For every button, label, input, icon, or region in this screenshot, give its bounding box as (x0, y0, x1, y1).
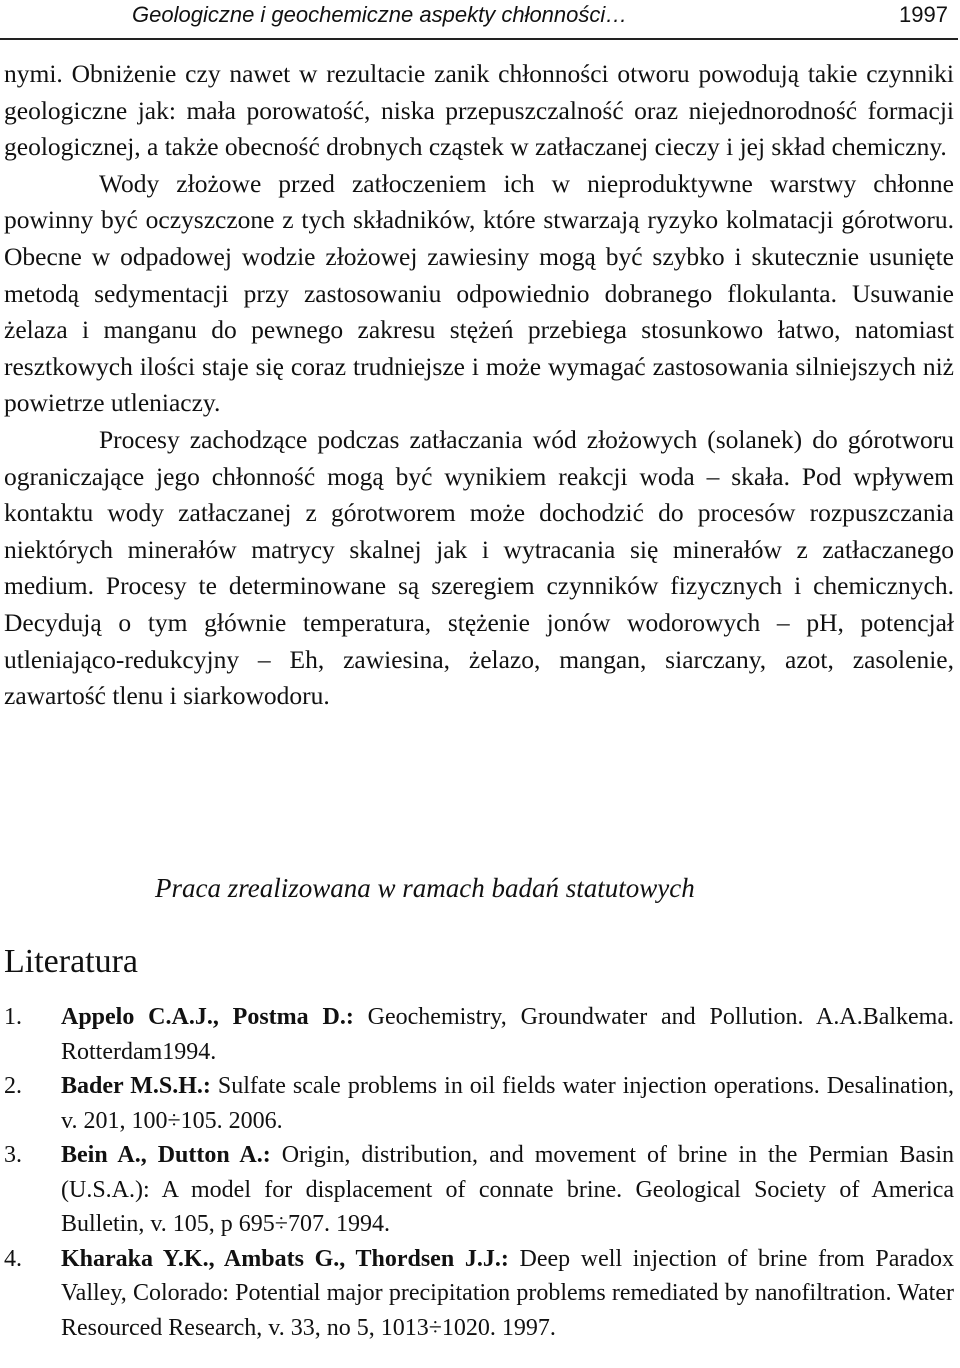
paragraph-3: Procesy zachodzące podczas zatłaczania wód złożowych (solanek) do górotworu ograniczające jego chłonność mogą być wynikiem reakcji woda – skała. Pod wpływem kontaktu wody zatłaczanej z górotworem może dochodzić do procesów rozpuszczania niektórych minerałów matrycy skalnej jak i wytracania się minerałów z zatłaczanego medium. Procesy te determinowane są szeregiem czynników fizycznych i chemicznych. Decydują o tym głównie temperatura, stężenie jonów wodorowych – pH, potencjał utleniająco-redukcyjny – Eh, zawiesina, żelazo, mangan, siarczany, azot, zasolenie, zawartość tlenu i siarkowodoru. (4, 424, 954, 711)
reference-number: 1. (4, 1004, 22, 1030)
reference-list (4, 1000, 954, 1345)
running-header (0, 0, 958, 40)
reference-item (4, 1242, 954, 1346)
paragraph-2: Wody złożowe przed zatłoczeniem ich w nieproduktywne warstwy chłonne powinny być oczyszczone z tych składników, które stwarzają ryzyko kolmatacji górotworu. Obecne w odpadowej wodzie złożowej zawiesiny mogą być szybko i skutecznie usunięte metodą sedymentacji przy zastosowaniu odpowiednio dobranego flokulanta. Usuwanie żelaza i manganu do pewnego zakresu stężeń przebiega stosunkowo łatwo, natomiast resztkowych ilości staje się coraz trudniejsze i może wymagać zastosowania silniejszych niż powietrze utleniaczy. (4, 168, 954, 418)
literature-heading: Literatura (4, 943, 139, 980)
reference-text: Deep well injection of brine from Paradox Valley, Colorado: Potential major precipitation problems remediated by nanofiltration. Water Resourced Research, v. 33, no 5, 1013÷1020. 1997. (61, 1245, 954, 1341)
reference-item (4, 1000, 954, 1069)
reference-authors: Kharaka Y.K., Ambats G., Thordsen J.J.: (61, 1245, 509, 1272)
reference-authors: Appelo C.A.J., Postma D.: (61, 1004, 354, 1030)
reference-item (4, 1138, 954, 1242)
reference-text: Sulfate scale problems in oil fields water injection operations. Desalination, v. 201, 100÷105. 2006. (61, 1073, 954, 1134)
reference-number: 2. (4, 1073, 22, 1099)
reference-number: 3. (4, 1142, 22, 1168)
body-text (4, 56, 954, 715)
running-title: Geologiczne i geochemiczne aspekty chłonności… (132, 2, 628, 27)
reference-number: 4. (4, 1245, 22, 1272)
reference-text: Geochemistry, Groundwater and Pollution. A.A.Balkema. Rotterdam1994. (61, 1004, 954, 1065)
reference-authors: Bein A., Dutton A.: (61, 1142, 271, 1168)
reference-text: Origin, distribution, and movement of brine in the Permian Basin (U.S.A.): A model for displacement of connate brine. Geological Society of America Bulletin, v. 105, p 695÷707. 1994. (61, 1142, 955, 1237)
paragraph-1: nymi. Obniżenie czy nawet w rezultacie zanik chłonności otworu powodują takie czynniki geologiczne jak: mała porowatość, niska przepuszczalność oraz niejednorodność formacji geologicznej, a także obecność drobnych cząstek w zatłaczanej cieczy i jej skład chemiczny. (4, 59, 954, 162)
page-number: 1997 (899, 2, 948, 27)
reference-item (4, 1069, 954, 1138)
reference-authors: Bader M.S.H.: (61, 1073, 211, 1099)
funding-note: Praca zrealizowana w ramach badań statutowych (155, 873, 695, 903)
